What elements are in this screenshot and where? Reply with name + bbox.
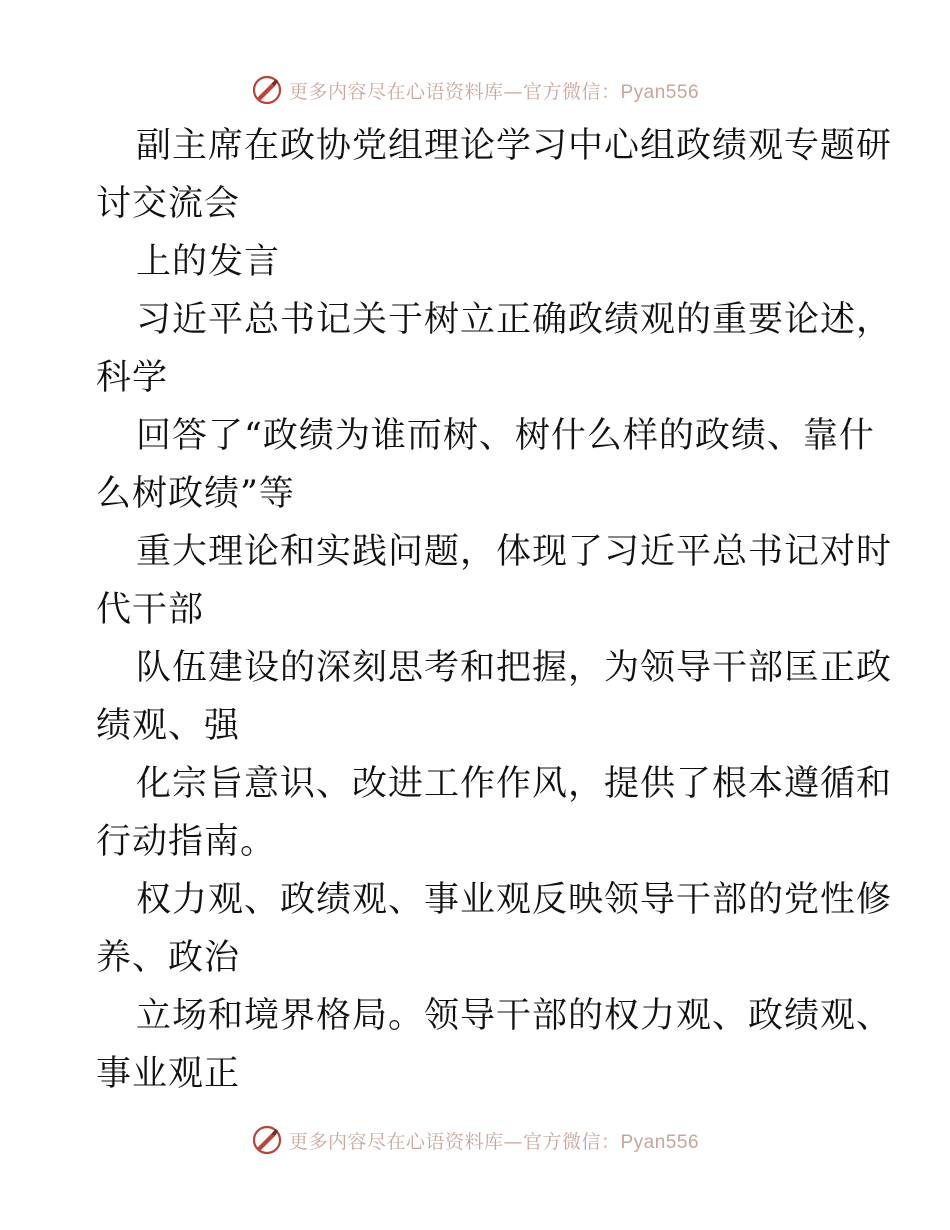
header-watermark-banner: [0, 70, 950, 110]
footer-banner-text: 更多内容尽在心语资料库—官方微信：: [288, 1130, 621, 1153]
footer-wechat-id: Pyan556: [620, 1131, 700, 1153]
document-line: 行动指南。: [96, 822, 277, 862]
document-line: 习近平总书记关于树立正确政绩观的重要论述，: [136, 300, 893, 340]
document-line: 队伍建设的深刻思考和把握，为领导干部匡正政: [136, 648, 893, 688]
document-line: 回答了“政绩为谁而树、树什么样的政绩、靠什: [136, 416, 875, 456]
document-line: 上的发言: [136, 242, 281, 282]
document-line: 权力观、政绩观、事业观反映领导干部的党性修: [136, 880, 893, 920]
document-line: 副主席在政协党组理论学习中心组政绩观专题研: [136, 126, 893, 166]
document-body: [96, 117, 893, 1103]
document-line: 么树政绩”等: [96, 474, 295, 514]
header-wechat-id: Pyan556: [620, 81, 700, 103]
document-line: 讨交流会: [96, 184, 241, 224]
document-line: 养、政治: [96, 938, 241, 978]
document-line: 化宗旨意识、改进工作作风，提供了根本遵循和: [136, 764, 893, 804]
document-line: 科学: [96, 358, 169, 398]
footer-watermark-banner: [0, 1120, 950, 1160]
header-banner-text: 更多内容尽在心语资料库—官方微信：: [288, 80, 621, 103]
document-line: 重大理论和实践问题，体现了习近平总书记对时: [136, 532, 893, 572]
document-line: 立场和境界格局。领导干部的权力观、政绩观、: [136, 996, 893, 1036]
document-line: 代干部: [96, 590, 205, 630]
pen-logo-icon: [251, 1124, 283, 1156]
pen-logo-icon: [251, 74, 283, 106]
document-line: 绩观、强: [96, 706, 241, 746]
document-line: 事业观正: [96, 1054, 241, 1094]
